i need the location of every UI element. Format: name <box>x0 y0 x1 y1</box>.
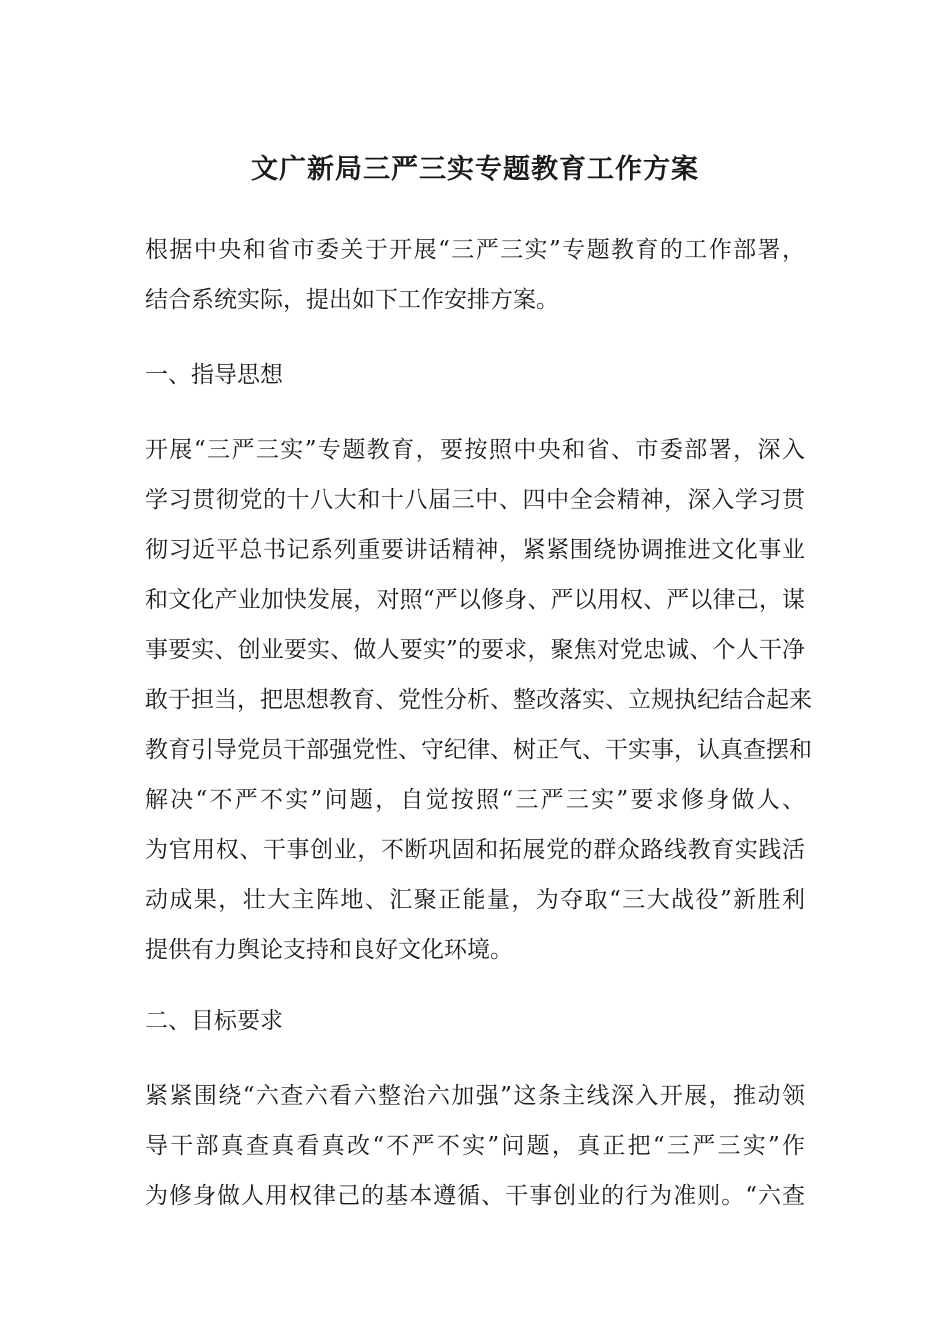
paragraph-line: 学习贯彻党的十八大和十八届三中、四中全会精神，深入学习贯 <box>145 487 805 513</box>
paragraph-line: 提供有力舆论支持和良好文化环境。 <box>145 937 513 963</box>
section1-paragraph <box>145 425 812 975</box>
paragraph-line: 敢于担当，把思想教育、党性分析、整改落实、立规执纪结合起来 <box>145 687 812 713</box>
paragraph-line: 紧紧围绕“六查六看六整治六加强”这条主线深入开展，推动领 <box>145 1083 805 1109</box>
paragraph-line: 教育引导党员干部强党性、守纪律、树正气、干实事，认真查摆和 <box>145 737 812 763</box>
paragraph-line: 解决“不严不实”问题，自觉按照“三严三实”要求修身做人、 <box>145 787 805 813</box>
intro-line: 根据中央和省市委关于开展“三严三实”专题教育的工作部署， <box>145 237 805 263</box>
paragraph-line: 为官用权、干事创业，不断巩固和拓展党的群众路线教育实践活 <box>145 837 805 863</box>
intro-line: 结合系统实际，提出如下工作安排方案。 <box>145 287 559 313</box>
intro-paragraph <box>145 225 805 325</box>
paragraph-line: 彻习近平总书记系列重要讲话精神，紧紧围绕协调推进文化事业 <box>145 537 805 563</box>
paragraph-line: 事要实、创业要实、做人要实”的要求，聚焦对党忠诚、个人干净 <box>145 637 805 663</box>
section-heading-goals: 二、目标要求 <box>145 1008 283 1034</box>
document-title: 文广新局三严三实专题教育工作方案 <box>251 154 699 185</box>
section2-paragraph <box>145 1071 805 1221</box>
paragraph-line: 为修身做人用权律己的基本遵循、干事创业的行为准则。“六查 <box>145 1183 805 1209</box>
paragraph-line: 开展“三严三实”专题教育，要按照中央和省、市委部署，深入 <box>145 437 805 463</box>
section-heading-guiding-ideology: 一、指导思想 <box>145 362 283 388</box>
paragraph-line: 动成果，壮大主阵地、汇聚正能量，为夺取“三大战役”新胜利 <box>145 887 805 913</box>
paragraph-line: 和文化产业加快发展，对照“严以修身、严以用权、严以律己，谋 <box>145 587 805 613</box>
paragraph-line: 导干部真查真看真改“不严不实”问题，真正把“三严三实”作 <box>145 1133 805 1159</box>
